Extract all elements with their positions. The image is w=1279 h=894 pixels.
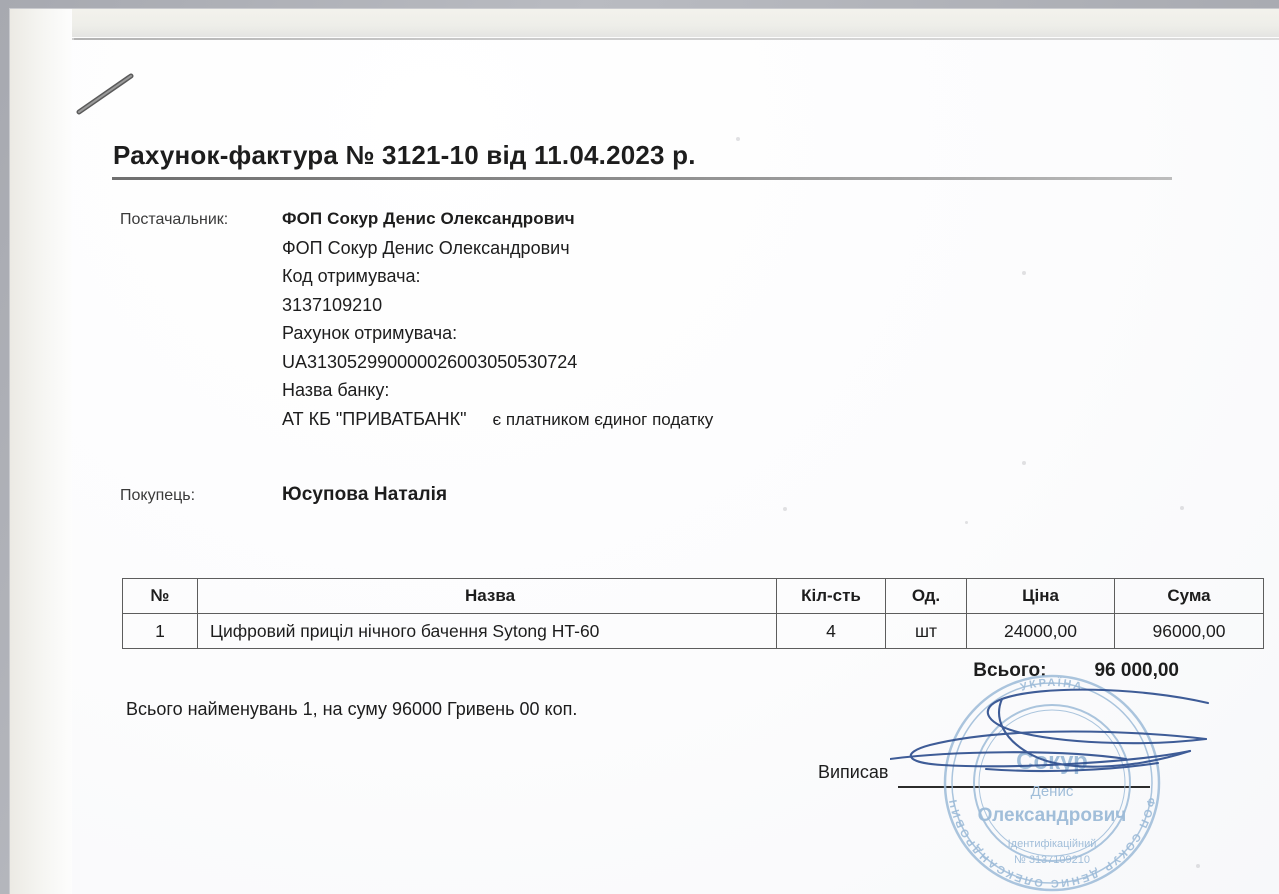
items-table — [122, 578, 1264, 649]
signature-line — [898, 786, 1150, 788]
supplier-label: Постачальник: — [120, 211, 229, 228]
buyer-details — [282, 481, 447, 510]
grand-total-value: 96 000,00 — [1094, 660, 1179, 681]
handwritten-signature — [890, 681, 1210, 797]
cell-price: 24000,00 — [967, 614, 1115, 649]
buyer-label: Покупець: — [120, 487, 196, 504]
cell-unit: шт — [886, 614, 967, 649]
supplier-bank-value: АТ КБ "ПРИВАТБАНК" — [282, 408, 467, 429]
stamp-center-top-text: Сокур — [1016, 748, 1088, 775]
page-title: Рахунок-фактура № 3121-10 від 11.04.2023 р. — [113, 140, 696, 170]
document-content — [10, 9, 1279, 894]
totals-summary-text: Всього найменувань 1, на суму 96000 Гривень 00 коп. — [126, 699, 578, 719]
column-header-name: Назва — [198, 579, 777, 614]
official-round-stamp — [931, 661, 1173, 894]
cell-sum: 96000,00 — [1115, 614, 1264, 649]
supplier-account-value: UA313052990000026003050530724 — [282, 351, 578, 372]
supplier-code-label: Код отримувача: — [282, 266, 421, 286]
grand-total-label: Всього: — [973, 660, 1047, 681]
stamp-id-label: Ідентифікаційний — [1007, 838, 1097, 850]
stamp-id-number: № 3137109210 — [1013, 854, 1091, 866]
supplier-account-label: Рахунок отримувача: — [282, 323, 458, 343]
supplier-bank-label: Назва банку: — [282, 380, 390, 400]
stamp-outer-top-text: УКРАЇНА — [1019, 676, 1085, 694]
supplier-code-value: 3137109210 — [282, 294, 383, 315]
supplier-bank-row — [282, 405, 713, 435]
stamp-center-mid-text: Денис — [1030, 783, 1074, 800]
scanned-document-page — [10, 9, 1279, 894]
cell-name: Цифровий приціл нічного бачення Sytong HT-60 — [198, 614, 777, 649]
signer-label: Виписав — [818, 762, 889, 782]
supplier-name-bold: ФОП Сокур Денис Олександрович — [282, 209, 575, 228]
grand-total — [122, 660, 1179, 682]
supplier-details — [282, 205, 713, 434]
column-header-unit: Од. — [886, 579, 967, 614]
cell-number: 1 — [123, 614, 198, 649]
stamp-outer-bottom-text: ФОП СОКУР ДЕНИС ОЛЕКСАНДРОВИЧ — [947, 796, 1157, 890]
svg-text:ФОП СОКУР ДЕНИС ОЛЕКСАНДРОВИЧ — [947, 796, 1157, 889]
column-header-qty: Кіл-сть — [777, 579, 886, 614]
title-divider — [112, 177, 1172, 180]
buyer-name: Юсупова Наталія — [282, 484, 448, 505]
table-header-row — [123, 579, 1264, 614]
stamp-center-bottom-text: Олександрович — [977, 805, 1127, 826]
table-row — [123, 614, 1264, 649]
cell-qty: 4 — [777, 614, 886, 649]
column-header-sum: Сума — [1115, 579, 1264, 614]
supplier-tax-note: є платником єдиног податку — [492, 409, 714, 429]
supplier-name: ФОП Сокур Денис Олександрович — [282, 237, 570, 258]
column-header-price: Ціна — [967, 579, 1115, 614]
column-header-number: № — [123, 579, 198, 614]
